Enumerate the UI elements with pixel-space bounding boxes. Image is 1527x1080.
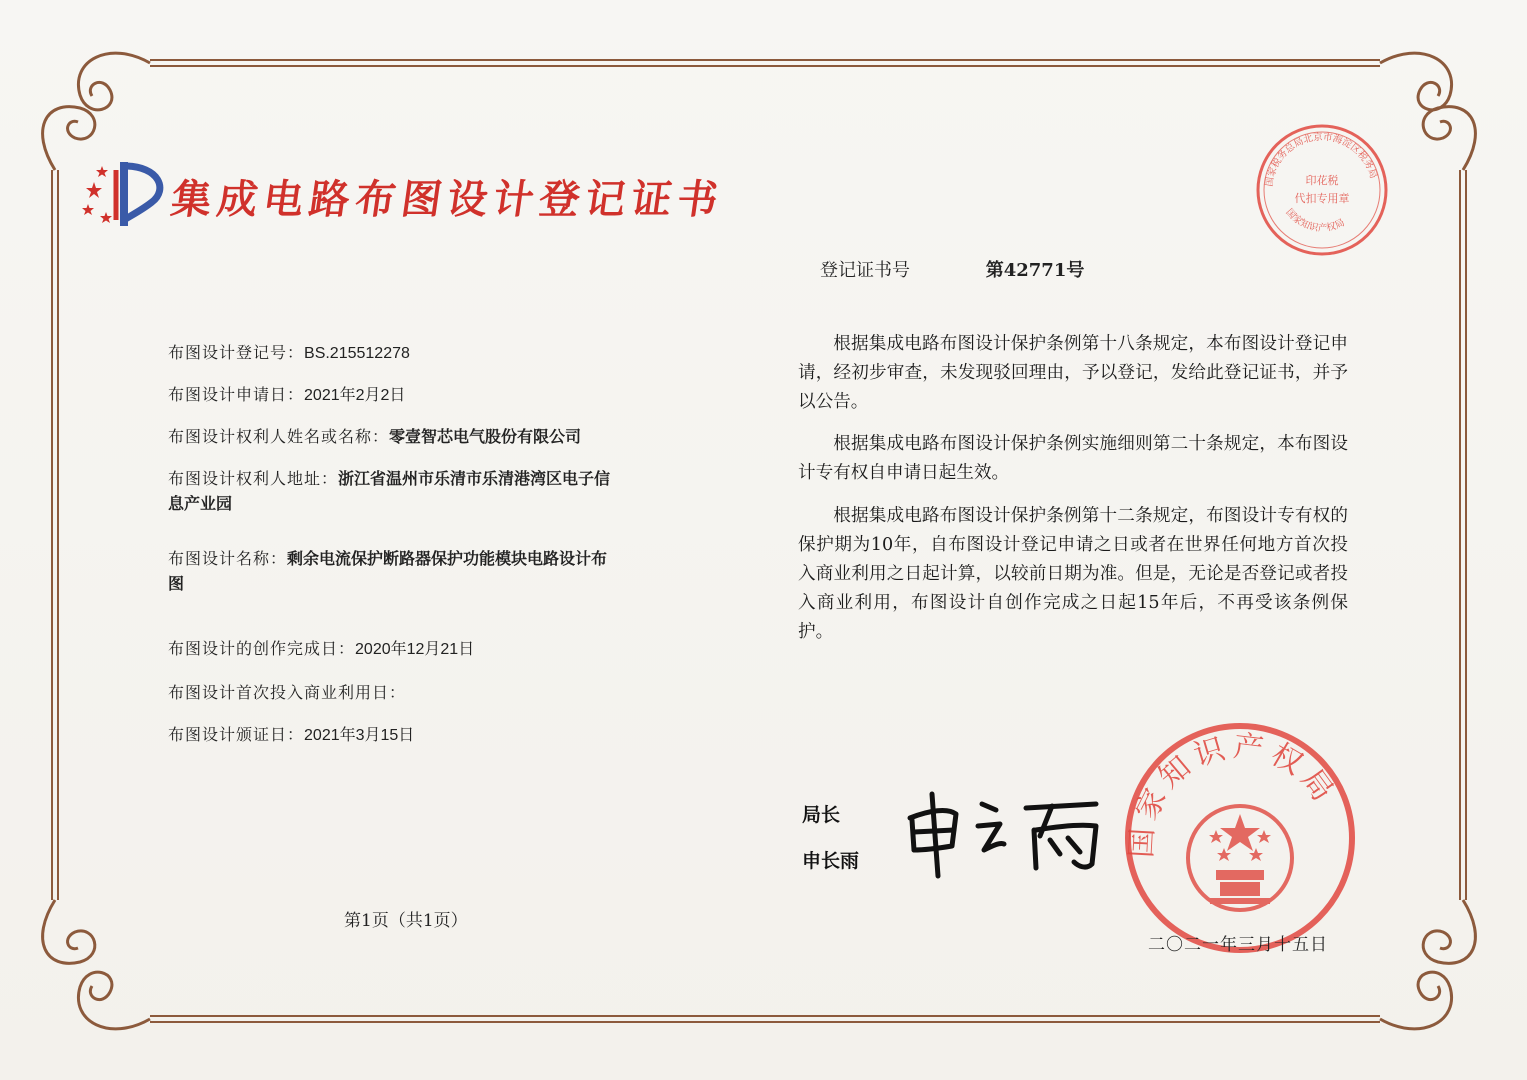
state-ip-office-seal bbox=[1120, 718, 1360, 958]
certificate-title: 集成电路布图设计登记证书 bbox=[168, 177, 727, 223]
national-emblem-icon bbox=[1188, 806, 1292, 910]
field-owner-address: 布图设计权利人地址：浙江省温州市乐清市乐清港湾区电子信息产业园 bbox=[168, 469, 611, 513]
stamp-outer-text: 国家税务总局北京市海淀区税务局 bbox=[1263, 131, 1379, 188]
director-title: 局长 bbox=[802, 804, 841, 826]
ic-layout-logo-icon bbox=[80, 160, 170, 230]
field-creation-date: 布图设计的创作完成日：2020年12月21日 bbox=[168, 639, 475, 658]
paragraph-effective: 根据集成电路布图设计保护条例实施细则第二十条规定，本布图设计专有权自申请日起生效。 bbox=[798, 434, 1348, 483]
field-registration-no: 布图设计登记号：BS.215512278 bbox=[168, 343, 410, 362]
cert-number-value: 第42771号 bbox=[985, 260, 1085, 281]
field-application-date: 布图设计申请日：2021年2月2日 bbox=[168, 385, 406, 404]
field-design-name: 布图设计名称：剩余电流保护断路器保护功能模块电路设计布图 bbox=[168, 549, 608, 593]
paragraph-protection-term: 根据集成电路布图设计保护条例第十二条规定，布图设计专有权的保护期为10年，自布图设计登记申请之日或者在世界任何地方首次投入商业利用之日起计算，以较前日期为准。但是，无论是否登记或者投入商业利用，布图设计自创作完成之日起15年后，不再受该条例保护。 bbox=[798, 506, 1348, 642]
field-issue-date: 布图设计颁证日：2021年3月15日 bbox=[168, 725, 415, 744]
stamp-bottom-text: 国家知识产权局 bbox=[1283, 206, 1347, 234]
director-name: 申长雨 bbox=[802, 850, 860, 872]
seal-arc-text: 国家知识产权局 bbox=[1124, 728, 1344, 859]
stamp-inner-line1: 印花税 bbox=[1305, 174, 1339, 187]
field-owner-name: 布图设计权利人姓名或名称：零壹智芯电气股份有限公司 bbox=[168, 427, 582, 446]
stamp-inner-line2: 代扣专用章 bbox=[1294, 192, 1350, 205]
field-first-commercial-use: 布图设计首次投入商业利用日： bbox=[168, 683, 407, 702]
page-number: 第1页（共1页） bbox=[344, 911, 468, 931]
certificate-number bbox=[820, 256, 1084, 282]
handwritten-signature bbox=[900, 780, 1120, 890]
paragraph-registration: 根据集成电路布图设计保护条例第十八条规定，本布图设计登记申请，经初步审查，未发现驳回理由，予以登记，发给此登记证书，并予以公告。 bbox=[798, 334, 1348, 412]
issue-date: 二〇二一年三月十五日 bbox=[1148, 935, 1328, 955]
cert-number-label: 登记证书号 bbox=[820, 260, 910, 281]
tax-stamp bbox=[1252, 120, 1392, 260]
